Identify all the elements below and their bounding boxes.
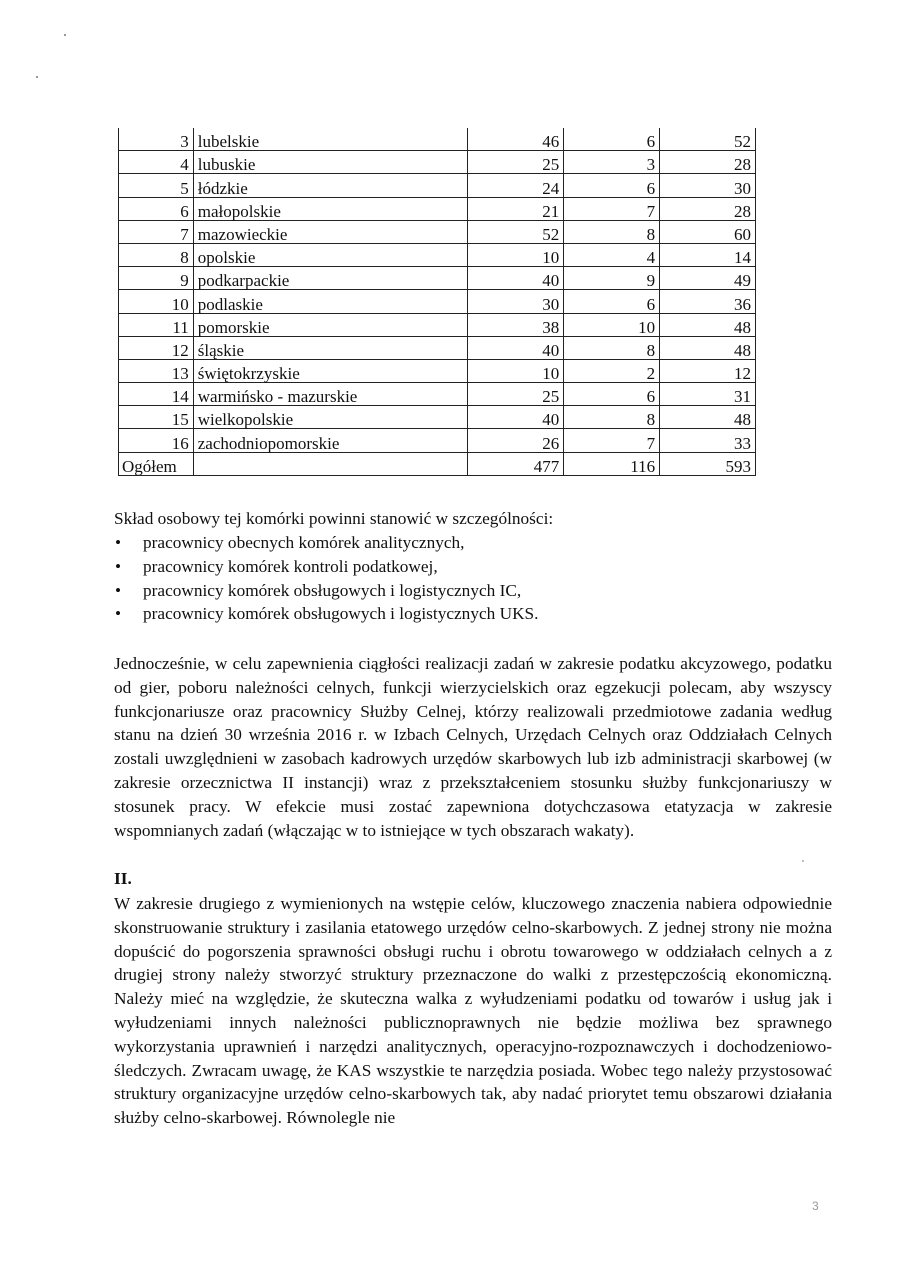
row-number: 4 (119, 151, 194, 174)
value-a: 25 (468, 383, 564, 406)
value-total: 48 (660, 406, 756, 429)
value-a: 38 (468, 313, 564, 336)
scan-speck (64, 34, 66, 36)
value-a: 24 (468, 174, 564, 197)
bullet-item: • pracownicy komórek obsługowych i logistycznych IC, (114, 579, 538, 603)
value-total: 14 (660, 243, 756, 266)
paragraph-2: W zakresie drugiego z wymienionych na wstępie celów, kluczowego znaczenia nabiera odpowiednie skonstruowanie struktury i zasilania etatowego urzędów celno-skarbowych. Z jednej strony nie można dopuścić do pogorszenia sprawności obsługi ruchu i obrotu towarowego w oddziałach celnych a z drugiej strony należy stworzyć struktury przeznaczone do walki z przestępczością ekonomiczną. Należy mieć na względzie, że skuteczna walka z wyłudzeniami podatku od towarów i usług jak i wyłudzeniami innych należności publicznoprawnych nie będzie możliwa bez sprawnego wykorzystania uprawnień i narzędzi analitycznych, operacyjno-rozpoznawczych i dochodzeniowo-śledczych. Zwracam uwagę, że KAS wszystkie te narzędzia posiada. Wobec tego należy przystosować struktury organizacyjne urzędów celno-skarbowych tak, aby nadać priorytet temu obszarowi działania służby celno-skarbowej. Równolegle nie (114, 894, 832, 1128)
value-total: 49 (660, 267, 756, 290)
value-total: 28 (660, 197, 756, 220)
row-number: 10 (119, 290, 194, 313)
value-b: 8 (564, 220, 660, 243)
value-total: 12 (660, 359, 756, 382)
value-a: 10 (468, 243, 564, 266)
voivodeship-name: podlaskie (193, 290, 468, 313)
total-c: 593 (660, 452, 756, 475)
page-number: 3 (812, 1199, 819, 1213)
value-a: 52 (468, 220, 564, 243)
value-total: 48 (660, 336, 756, 359)
value-total: 48 (660, 313, 756, 336)
value-total: 36 (660, 290, 756, 313)
table-row (119, 174, 756, 197)
value-a: 26 (468, 429, 564, 452)
value-b: 6 (564, 128, 660, 151)
paragraph-1: Jednocześnie, w celu zapewnienia ciągłości realizacji zadań w zakresie podatku akcyzowego, podatku od gier, poboru należności celnych, funkcji wierzycielskich oraz egzekucji polecam, aby wszyscy funkcjonariusze oraz pracownicy Służby Celnej, którzy realizowali przedmiotowe zadania według stanu na dzień 30 września 2016 r. w Izbach Celnych, Urzędach Celnych oraz Oddziałach Celnych zostali uwzględnieni w zasobach kadrowych urzędów skarbowych lub izb administracji skarbowej (w zakresie orzecznictwa II instancji) wraz z przekształceniem stosunku służby funkcjonariuszy w stosunek pracy. W efekcie musi zostać zapewniona dotychczasowa etatyzacja w zakresie wspomnianych zadań (włączając w to istniejące w tych obszarach wakaty). (114, 654, 832, 840)
bullet-item: • pracownicy obecnych komórek analitycznych, (114, 531, 538, 555)
voivodeship-name: warmińsko - mazurskie (193, 383, 468, 406)
voivodeship-name: małopolskie (193, 197, 468, 220)
value-b: 9 (564, 267, 660, 290)
value-total: 60 (660, 220, 756, 243)
voivodeship-name: wielkopolskie (193, 406, 468, 429)
voivodeship-name: świętokrzyskie (193, 359, 468, 382)
value-a: 30 (468, 290, 564, 313)
value-b: 6 (564, 174, 660, 197)
row-number: 6 (119, 197, 194, 220)
row-number: 16 (119, 429, 194, 452)
value-b: 4 (564, 243, 660, 266)
value-a: 40 (468, 267, 564, 290)
value-b: 7 (564, 197, 660, 220)
value-a: 25 (468, 151, 564, 174)
voivodeship-name: lubuskie (193, 151, 468, 174)
total-empty-cell (193, 452, 468, 475)
table-row (119, 220, 756, 243)
value-total: 30 (660, 174, 756, 197)
row-number: 13 (119, 359, 194, 382)
value-a: 10 (468, 359, 564, 382)
row-number: 3 (119, 128, 194, 151)
bullet-item: • pracownicy komórek kontroli podatkowej, (114, 555, 538, 579)
table-row (119, 128, 756, 151)
voivodeship-name: śląskie (193, 336, 468, 359)
voivodeship-name: lubelskie (193, 128, 468, 151)
table-row (119, 290, 756, 313)
total-label: Ogółem (119, 452, 194, 475)
voivodeship-name: pomorskie (193, 313, 468, 336)
row-number: 9 (119, 267, 194, 290)
row-number: 11 (119, 313, 194, 336)
value-b: 8 (564, 336, 660, 359)
table-row (119, 429, 756, 452)
row-number: 7 (119, 220, 194, 243)
scan-speck (36, 76, 38, 78)
voivodeship-name: łódzkie (193, 174, 468, 197)
voivodeship-name: mazowieckie (193, 220, 468, 243)
table-row (119, 151, 756, 174)
value-total: 28 (660, 151, 756, 174)
value-a: 21 (468, 197, 564, 220)
value-b: 10 (564, 313, 660, 336)
intro-text: Skład osobowy tej komórki powinni stanowić w szczególności: (114, 509, 554, 528)
row-number: 12 (119, 336, 194, 359)
section-heading: II. (114, 869, 132, 888)
table-row (119, 267, 756, 290)
value-a: 46 (468, 128, 564, 151)
bullet-item: • pracownicy komórek obsługowych i logistycznych UKS. (114, 602, 538, 626)
table-row (119, 243, 756, 266)
total-b: 116 (564, 452, 660, 475)
table-row (119, 383, 756, 406)
table-row (119, 313, 756, 336)
table-row (119, 359, 756, 382)
value-b: 7 (564, 429, 660, 452)
row-number: 14 (119, 383, 194, 406)
table-row (119, 197, 756, 220)
row-number: 5 (119, 174, 194, 197)
bullet-list (114, 531, 538, 626)
value-a: 40 (468, 336, 564, 359)
table-total-row (119, 452, 756, 475)
value-a: 40 (468, 406, 564, 429)
voivodeship-name: zachodniopomorskie (193, 429, 468, 452)
table-body (119, 128, 756, 452)
value-b: 6 (564, 290, 660, 313)
row-number: 8 (119, 243, 194, 266)
value-total: 52 (660, 128, 756, 151)
table-row (119, 406, 756, 429)
row-number: 15 (119, 406, 194, 429)
value-total: 33 (660, 429, 756, 452)
value-total: 31 (660, 383, 756, 406)
value-b: 3 (564, 151, 660, 174)
table-row (119, 336, 756, 359)
voivodeship-name: opolskie (193, 243, 468, 266)
total-a: 477 (468, 452, 564, 475)
scan-speck (802, 860, 804, 862)
staff-table (118, 128, 756, 476)
value-b: 2 (564, 359, 660, 382)
value-b: 8 (564, 406, 660, 429)
value-b: 6 (564, 383, 660, 406)
voivodeship-name: podkarpackie (193, 267, 468, 290)
